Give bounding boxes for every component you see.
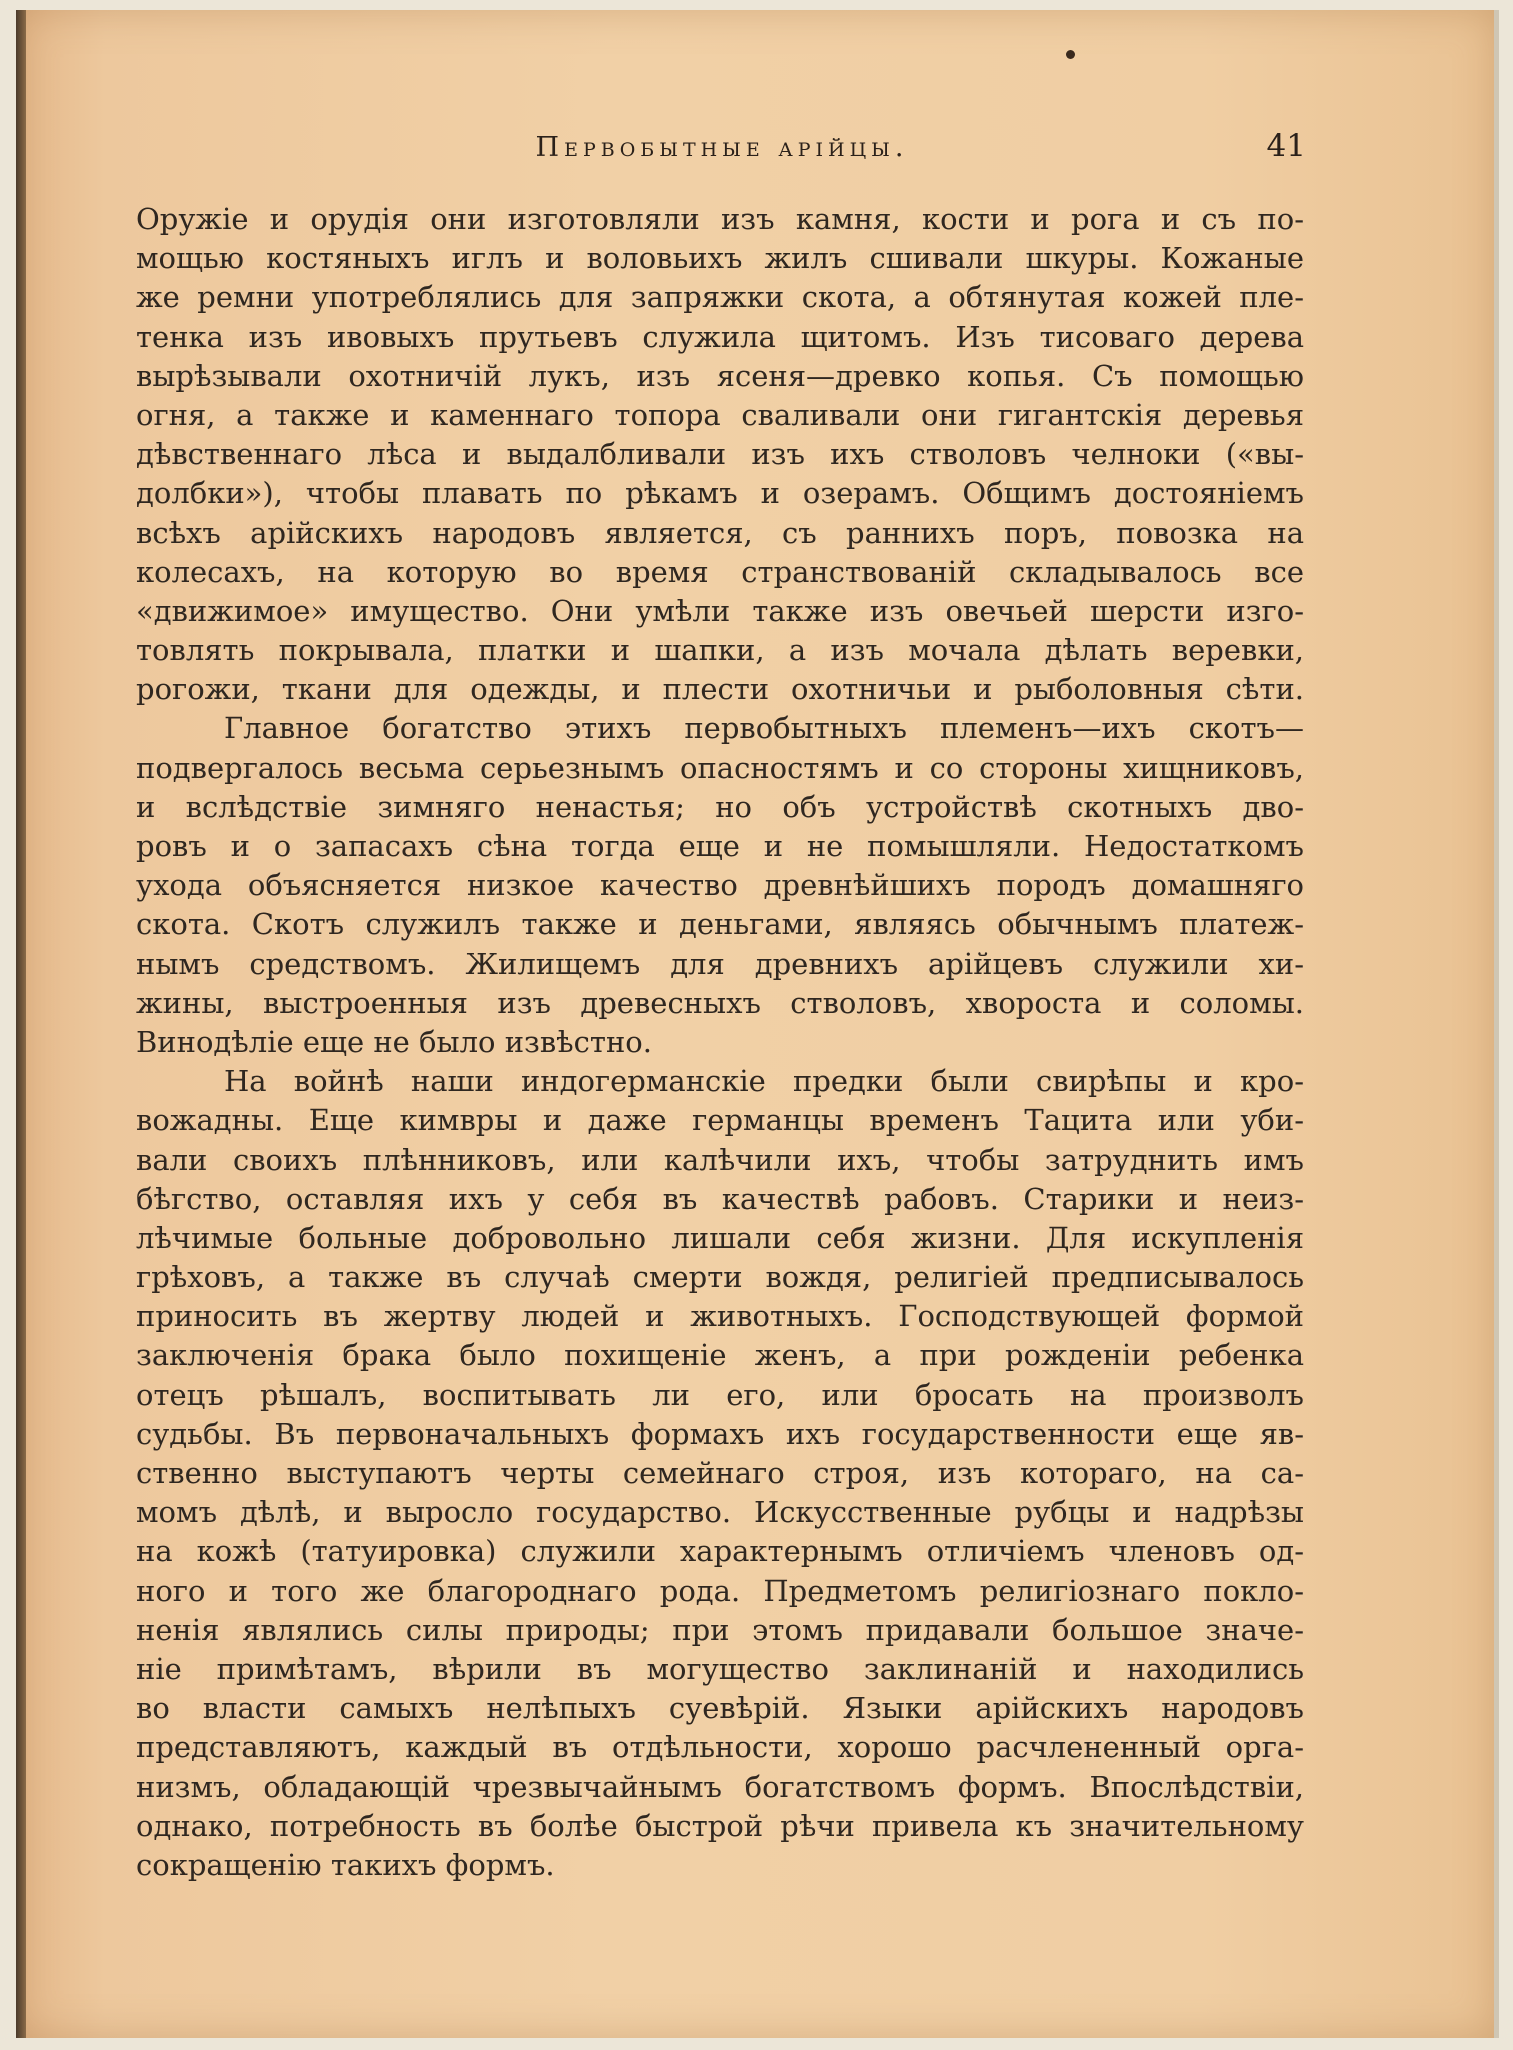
text-line: ственно выступаютъ черты семейнаго строя, изъ котораго, на са- xyxy=(136,1456,1304,1490)
running-title: Первобытные арійцы. xyxy=(535,132,909,163)
page-right-edge xyxy=(1494,10,1499,2038)
text-line: низмъ, обладающій чрезвычайнымъ богатствомъ формъ. Впослѣдствіи, xyxy=(136,1769,1304,1804)
text-line: жины, выстроенныя изъ древесныхъ стволовъ, хвороста и соломы. xyxy=(136,985,1304,1020)
text-line: Оружіе и орудія они изготовляли изъ камня, кости и рога и съ по- xyxy=(136,202,1304,236)
text-line: судьбы. Въ первоначальныхъ формахъ ихъ государственности еще яв- xyxy=(136,1416,1304,1451)
text-line: товлять покрывала, платки и шапки, а изъ мочала дѣлать веревки, xyxy=(136,633,1304,668)
text-line: всѣхъ арійскихъ народовъ является, съ раннихъ поръ, повозка на xyxy=(136,515,1304,550)
text-line: долбки»), чтобы плавать по рѣкамъ и озерамъ. Общимъ достояніемъ xyxy=(136,476,1304,511)
text-line: заключенія брака было похищеніе женъ, а при рожденіи ребенка xyxy=(136,1338,1304,1373)
text-line: момъ дѣлѣ, и выросло государство. Искусственные рубцы и надрѣзы xyxy=(136,1495,1304,1530)
text-line: грѣховъ, а также въ случаѣ смерти вождя, религіей предписывалось xyxy=(136,1260,1304,1295)
text-line: Винодѣліе еще не было извѣстно. xyxy=(136,1024,652,1059)
text-line: скота. Скотъ служилъ также и деньгами, являясь обычнымъ платеж- xyxy=(136,907,1304,942)
text-line: тенка изъ ивовыхъ прутьевъ служила щитомъ. Изъ тисоваго дерева xyxy=(136,319,1304,354)
text-line: колесахъ, на которую во время странствованій складывалось все xyxy=(136,554,1304,589)
text-line: ровъ и о запасахъ сѣна тогда еще и не помышляли. Недостаткомъ xyxy=(136,829,1304,863)
ink-spot xyxy=(1066,50,1075,59)
text-line: представляютъ, каждый въ отдѣльности, хорошо расчлененный орга- xyxy=(136,1730,1304,1765)
text-line: ухода объясняется низкое качество древнѣйшихъ породъ домашняго xyxy=(136,868,1304,903)
body-text xyxy=(136,200,1304,1885)
running-head xyxy=(138,126,1306,174)
text-line: дѣвственнаго лѣса и выдалбливали изъ ихъ стволовъ челноки («вы- xyxy=(136,437,1304,472)
text-line: нымъ средствомъ. Жилищемъ для древнихъ арійцевъ служили хи- xyxy=(136,946,1304,981)
text-line: На войнѣ наши индогерманскіе предки были свирѣпы и кро- xyxy=(224,1064,1304,1099)
text-line: вырѣзывали охотничій лукъ, изъ ясеня—древко копья. Съ помощью xyxy=(136,358,1304,393)
text-line: же ремни употреблялись для запряжки скота, а обтянутая кожей пле- xyxy=(136,280,1304,315)
text-line: сокращенію такихъ формъ. xyxy=(136,1847,555,1882)
text-line: огня, а также и каменнаго топора сваливали они гигантскія деревья xyxy=(136,397,1304,432)
text-line: однако, потребность въ болѣе быстрой рѣчи привела къ значительному xyxy=(136,1808,1304,1843)
text-line: отецъ рѣшалъ, воспитывать ли его, или бросать на произволъ xyxy=(136,1377,1304,1412)
text-line: бѣгство, оставляя ихъ у себя въ качествѣ рабовъ. Старики и неиз- xyxy=(136,1181,1304,1216)
text-line: вожадны. Еще кимвры и даже германцы временъ Тацита или уби- xyxy=(136,1103,1304,1138)
text-line: во власти самыхъ нелѣпыхъ суевѣрій. Языки арійскихъ народовъ xyxy=(136,1691,1304,1726)
text-line: и вслѣдствіе зимняго ненастья; но объ устройствѣ скотныхъ дво- xyxy=(136,789,1304,824)
text-line: ніе примѣтамъ, вѣрили въ могущество заклинаній и находились xyxy=(136,1651,1304,1686)
text-line: ненія являлись силы природы; при этомъ придавали большое значе- xyxy=(136,1612,1304,1647)
text-line: подвергалось весьма серьезнымъ опасностямъ и со стороны хищниковъ, xyxy=(136,750,1304,785)
text-line: «движимое» имущество. Они умѣли также изъ овечьей шерсти изго- xyxy=(136,593,1304,628)
text-line: ного и того же благороднаго рода. Предметомъ религіознаго покло- xyxy=(136,1573,1304,1608)
page-number: 41 xyxy=(1266,128,1306,164)
text-line: мощью костяныхъ иглъ и воловьихъ жилъ сшивали шкуры. Кожаные xyxy=(136,241,1304,276)
text-line: вали своихъ плѣнниковъ, или калѣчили ихъ, чтобы затруднить имъ xyxy=(136,1142,1304,1177)
text-line: на кожѣ (татуировка) служили характернымъ отличіемъ членовъ од- xyxy=(136,1534,1304,1569)
page-binding-edge xyxy=(16,10,26,2038)
text-line: Главное богатство этихъ первобытныхъ племенъ—ихъ скотъ— xyxy=(224,711,1304,746)
text-line: рогожи, ткани для одежды, и плести охотничьи и рыболовныя сѣти. xyxy=(136,672,1304,707)
text-line: лѣчимые больные добровольно лишали себя жизни. Для искупленія xyxy=(136,1220,1304,1255)
text-line: приносить въ жертву людей и животныхъ. Господствующей формой xyxy=(136,1299,1304,1334)
